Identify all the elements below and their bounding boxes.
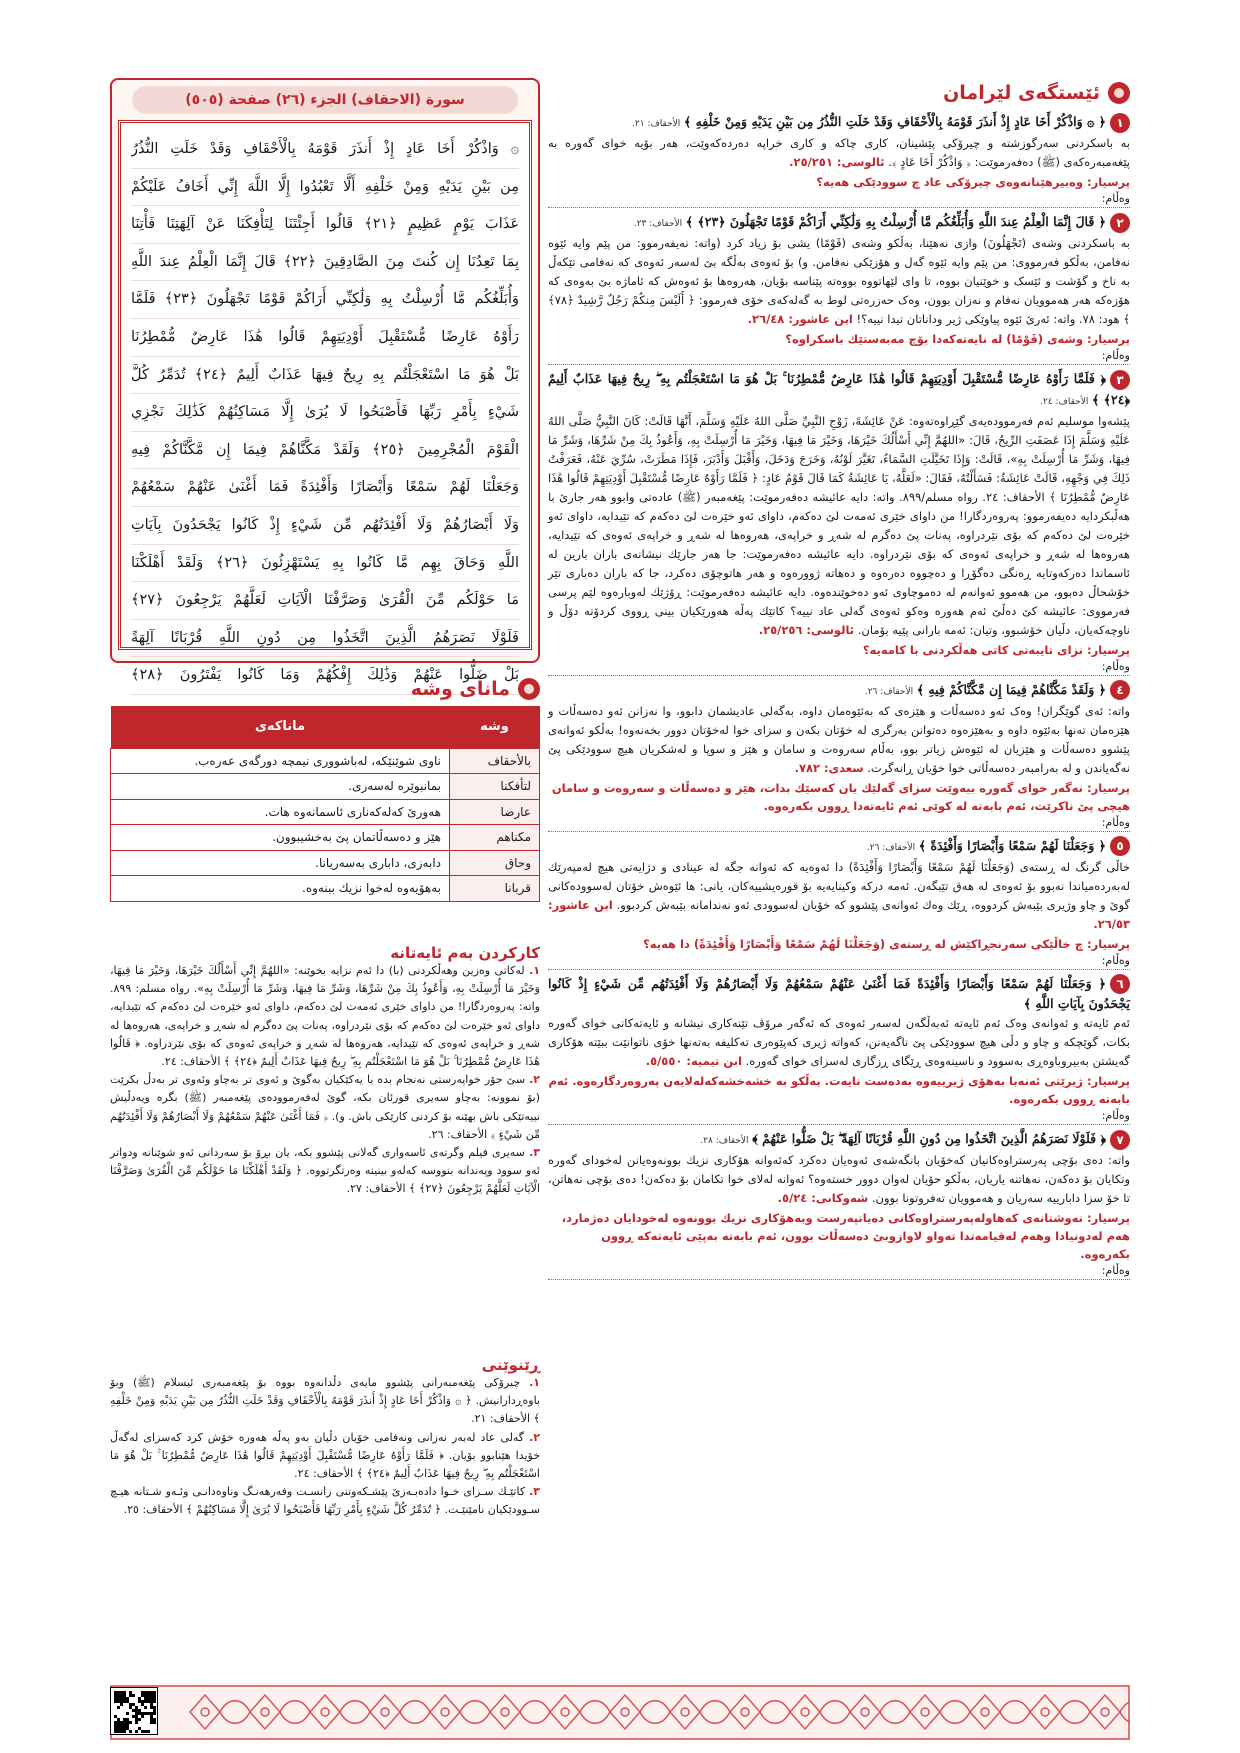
guidance-title: ڕێنوێنی [481, 1356, 540, 1374]
answer-line[interactable]: وەڵام: [548, 953, 1130, 970]
list-item [110, 962, 540, 1071]
item-text: ئەم ئایەتە و ئەوانەی وەک ئەم ئایەتە ئەبەڵگەن لەسەر ئەوەی کە ئەگەر مرۆڤ تێنەکاری نیشانە و ئایەتەکانی خوای گەورە بکات، گوێچکە و چاو و دڵی هیچ سوودێکی پێ ناگەیەنن، کەواتە ژیری کەپێوەری تەکلیفە بەتەنها خۆی ناتوانێت ببێتە هۆکاری گەیشتن بەبیروباوەڕی بەسوود و ناسینەوەی ڕێگای ڕزگاری لەسزای خوای گەورە. [548, 1016, 1130, 1068]
verse-quote: ﴿ وَجَعَلْنَا لَهُمْ سَمْعًا وَأَبْصَارًا وَأَفْئِدَةً فَمَا أَغْنَىٰ عَنْهُمْ سَمْعُهُمْ وَلَا أَبْصَارُهُمْ وَلَا أَفْئِدَتُهُم مِّن شَيْءٍ إِذْ كَانُوا يَجْحَدُونَ بِآيَاتِ اللَّهِ ﴾ [548, 975, 1130, 1011]
source-citation: شەوکانی: ٥/٢٤. [777, 1191, 869, 1205]
commentary-item [548, 369, 1130, 640]
list-number: ١. [529, 964, 540, 977]
footer-ornament [110, 1685, 1130, 1740]
guidance-list [110, 1374, 540, 1520]
item-number-badge: ٥ [1110, 836, 1130, 856]
commentary-item [548, 1129, 1130, 1208]
question: پرسیار: چ خاڵێکی سەرنجڕاکێش لە ڕستەی (وَجَعَلْنَا لَهُمْ سَمْعًا وَأَبْصَارًا وَأَفْئِدَةً) دا هەیە؟ [643, 936, 1130, 951]
meaning-cell: بمانبوێرە لەسەری. [111, 774, 450, 800]
verse-quote: ﴿ فَلَمَّا رَأَوْهُ عَارِضًا مُّسْتَقْبِلَ أَوْدِيَتِهِمْ قَالُوا هَٰذَا عَارِضٌ مُّمْطِرُنَا ۚ بَلْ هُوَ مَا اسْتَعْجَلْتُم بِهِ ۖ رِيحٌ فِيهَا عَذَابٌ أَلِيمٌ ﴿٢٤﴾ ﴾ [548, 371, 1130, 407]
quran-line: وَأُبَلِّغُكُم مَّا أُرْسِلْتُ بِهِ وَلَٰكِنِّي أَرَاكُمْ قَوْمًا تَجْهَلُونَ ﴿٢٣﴾ فَلَمَّا [131, 281, 519, 319]
list-number: ٢. [529, 1073, 540, 1087]
table-row [111, 748, 540, 774]
meaning-cell: بەهۆیەوە لەخوا نزیك ببنەوە. [111, 876, 450, 902]
commentary-column [548, 78, 1130, 1673]
verse-reference: الأحقاف: ٢٨. [700, 1136, 749, 1146]
item-text: بە باسکردنی وشەی (تَجْهَلُونَ) وازی نەهێنا، بەڵکو وشەی (قَوْمًا) یشی بۆ زیاد کرد (واتە: نەیفەرموو: من پێم وایە ئێوە نەفامن، بەڵکو فەرمووی: من پێم وایە ئێوە گەل و هۆزێکی نەفامن. و) بۆ ئەوەی بەڵگە بێ لەسەر ئەوەی کە نەفامی تێکەڵ بە ناخ و گۆشت و ئێسک و خوێنیان بووە، تا وای لێهاتووە بووەتە پێناسە بۆیان، هەروەها بۆ ئەوەش کە ئاماژە بێ بەوەی کە هۆزەکە هەر هەموویان نەفام و نەزان بوون، وەک حەزرەتی لوط بە گەلەکەی خۆی فەرموو: ﴿ أَلَيْسَ مِنكُمْ رَجُلٌ رَّشِيدٌ ﴿٧٨﴾ ﴾ هود: ٧٨. واتە: ئەرێ ئێوە پیاوێکی ژیر وداناتان تیدا نییە؟! [548, 236, 1130, 326]
quran-line: بَلْ ضَلُّوا عَنْهُمْ وَذَٰلِكَ إِفْكُهُمْ وَمَا كَانُوا يَفْتَرُونَ ﴿٢٨﴾ [131, 657, 519, 695]
col-word: وشە [450, 706, 540, 748]
list-number: ٣. [529, 1485, 540, 1499]
source-citation: ئالوسی: ٢٥/٢٥١. [789, 155, 885, 169]
quran-line: مَا حَوْلَكُم مِّنَ الْقُرَىٰ وَصَرَّفْنَا الْآيَاتِ لَعَلَّهُمْ يَرْجِعُونَ ﴿٢٧﴾ [131, 582, 519, 620]
word-cell: قربانا [450, 876, 540, 902]
answer-line[interactable]: وەڵام: [548, 1108, 1130, 1125]
table-row [111, 774, 540, 800]
source-citation: ابن عاشور: ٢٦/٤٨. [747, 312, 853, 326]
question: پرسیار: وشەی (قَوْمًا) لە نایەتەکەدا بۆچ مەبەستێك باسکراوە؟ [785, 332, 1130, 346]
table-header [111, 706, 540, 748]
question: پرسیار: نەوشتانەی کەهاولەپەرستراوەکانی دەیانپەرست وبەهۆکاری نزیك بوونەوە لەخودایان دەژمارد، هەم لەدونیادا وهەم لەقیامەتدا تەواو لاوازوبێ دەسەڵات بوون، ئەم بابەتە بەپێی ئایەتەکە ڕوون بکەرەوە. [561, 1211, 1130, 1261]
verse-reference: الأحقاف: ٢٤. [1040, 396, 1089, 407]
list-text: سێ جۆر خواپەرستی نەنجام بدە با یەکێکیان بەگوێ و ئەوی تر بەچاو وئەوی تر بەدڵ بکرێت (بۆ نموونە: بەچاو سەیری قورئان بکە، گوێ لەفەرموودەی پێغەمبەر (ﷺ) بگرە ویەدڵیش نییەتێکی باش بهێنە بۆ کردنی کارێکی باش. و). ﴿ فَمَا أَغْنَىٰ عَنْهُمْ سَمْعُهُمْ وَلَا أَبْصَارُهُمْ وَلَا أَفْئِدَتُهُم مِّن شَيْءٍ ﴾ الأحقاف: ٢٦. [110, 1073, 540, 1141]
flower-icon [518, 678, 540, 700]
quran-line: شَيْءٍ بِأَمْرِ رَبِّهَا فَأَصْبَحُوا لَا يُرَىٰ إِلَّا مَسَاكِنُهُمْ كَذَٰلِكَ نَجْزِي [131, 394, 519, 432]
table-row [111, 825, 540, 851]
word-cell: عارضا [450, 799, 540, 825]
table-row [111, 876, 540, 902]
list-text: گەلی عاد لەبەر نەزانی ونەفامی خۆیان دڵیان بەو پەڵە هەورە خۆش کرد کەسزای لەگەڵ خۆیدا هێنابوو بۆیان. ﴿ فَلَمَّا رَأَوْهُ عَارِضًا مُّسْتَقْبِلَ أَوْدِيَتِهِمْ قَالُوا هَٰذَا عَارِضٌ مُّمْطِرُنَا ۚ بَلْ هُوَ مَا اسْتَعْجَلْتُم بِهِ ۖ رِيحٌ فِيهَا عَذَابٌ أَلِيمٌ ﴿٢٤﴾ ﴾ الأحقاف: ٢٤. [110, 1430, 540, 1481]
commentary-item [548, 112, 1130, 172]
answer-line[interactable]: وەڵام: [548, 348, 1130, 365]
action-list [110, 962, 540, 1199]
item-text: بە باسکردنی سەرگوزشتە و چیرۆکی پێشینان، کاری چاکە و کاری خراپە دەردەکەوێت، هەر بۆیە خوای گەورە بە پێغەمبەرەکەی (ﷺ) دەفەرموێت: ﴿ وَاذْكُرْ أَخَا عَادٍ ﴾. [548, 136, 1130, 169]
sura-title: سورة (الاحقاف) الجزء (٢٦) صفحة (٥٠٥) [132, 86, 518, 114]
list-text: کاتێـك سـزای خـوا دادەبـەزێ پێشـکەوتنی زانسـت وفەرهەنـگ وناوەدانـی وئـەو شـتانە هیـچ سـوودێکیان نامێنێـت. ﴿ تُدَمِّرُ كُلَّ شَيْءٍ بِأَمْرِ رَبِّهَا فَأَصْبَحُوا لَا يُرَىٰ إِلَّا مَسَاكِنُهُمْ ﴾ الأحقاف: ٢٥. [110, 1485, 540, 1517]
list-number: ١. [529, 1376, 540, 1389]
commentary-item [548, 836, 1130, 934]
quran-line: بَلْ هُوَ مَا اسْتَعْجَلْتُم بِهِ رِيحٌ فِيهَا عَذَابٌ أَلِيمٌ ﴿٢٤﴾ تُدَمِّرُ كُلَّ [131, 357, 519, 395]
commentary-item [548, 680, 1130, 778]
list-item [110, 1071, 540, 1144]
meaning-cell: دابەزی، دابارى بەسەریانا. [111, 850, 450, 876]
action-block [110, 940, 540, 1199]
verse-reference: الأحقاف: ٢١. [632, 119, 681, 129]
table-row [111, 850, 540, 876]
meaning-cell: ناوی شوێنێکە، لەباشووری نیمچە دورگەی عەرەب. [111, 748, 450, 774]
quran-line: رَأَوْهُ عَارِضًا مُّسْتَقْبِلَ أَوْدِيَتِهِمْ قَالُوا هَٰذَا عَارِضٌ مُّمْطِرُنَا [131, 319, 519, 357]
quran-line: عَذَابَ يَوْمٍ عَظِيمٍ ﴿٢١﴾ قَالُوا أَجِئْتَنَا لِتَأْفِكَنَا عَنْ آلِهَتِنَا فَأْتِنَا [131, 206, 519, 244]
quran-page-frame [110, 78, 540, 684]
item-text: پێشەوا موسلیم ئەم فەرموودەیەی گێڕاوەتەوە: عَنْ عَائِشَةَ، زَوْجِ النَّبِيِّ صَلَّى اللهُ عَلَيْهِ وَسَلَّمَ، أَنَّهَا قَالَتْ: كَانَ النَّبِيُّ صَلَّى اللهُ عَلَيْهِ وَسَلَّمَ إِذَا عَصَفَتِ الرِّيحُ، قَالَ: «اللهُمَّ إِنِّي أَسْأَلُكَ خَيْرَهَا، وَخَيْرَ مَا فِيهَا، وَخَيْرَ مَا أُرْسِلَتْ بِهِ، وَأَعُوذُ بِكَ مِنْ شَرِّهَا، وَشَرِّ مَا فِيهَا، وَشَرِّ مَا أُرْسِلَتْ بِهِ»، قَالَتْ: وَإِذَا تَخَيَّلَتِ السَّمَاءُ، تَغَيَّرَ لَوْنُهُ، وَخَرَجَ وَدَخَلَ، وَأَقْبَلَ وَأَدْبَرَ، فَإِذَا مَطَرَتْ، سُرِّيَ عَنْهُ، فَعَرَفْتُ ذَلِكَ فِي وَجْهِهِ، قَالَتْ عَائِشَةُ: فَسَأَلْتُهُ، فَقَالَ: «لَعَلَّهُ، يَا عَائِشَةُ كَمَا قَالَ قَوْمُ عَادٍ: ﴿ فَلَمَّا رَأَوْهُ عَارِضًا مُّسْتَقْبِلَ أَوْدِيَتِهِمْ قَالُوا هَٰذَا عَارِضٌ مُّمْطِرُنَا ﴾ الأحقاف: ٢٤. رواه مسلم/٨٩٩. واتە: دایە عائیشە دەفەرموێت: پێغەمبەر (ﷺ) عادەتی وابوو هەر جارێ با هەڵبکردایە دەیفەرموو: پەروەردگارا! من داوای خێری ئەمەت لێ دەکەم، داوای ئەو خێرەت لێ دەکەم کە تێیدایە، داوای ئەو خێرەت لێ دەکەم کە بۆی نێردراوە، پەنات پێ دەگرم لە شەڕ و خراپەی، هەروەها لە شەڕ و خراپەی ئەوەی کە تێیدایە، هەروەها لە شەڕ و خراپەی ئەوەی کە بۆی نێردراوە. دایە عائیشە دەفەرموێت: جا هەر جارێك نیشانەی باران بارین لە ئاسماندا دەرکەوتایە ڕەنگی دەگۆڕا و دەچووە دەرەوە و دەهاتە ژوورەوە و هەر هاتوچۆی دەکرد، جا کە باران دەباری تێر خۆشحاڵ دەبوو، من هەموو ئەوانەم لە دەموچاوی ئەو دەخوێندەوە. دایە عائیشە دەفەرموێت: ڕۆژێك لەوبارەوە لێم پرسی فەرمووی: عائیشە کێ دەڵێ ئەم هەورە وەکو ئەوەی گەلی عاد نییە؟ کاتێك پەڵە هەورێکیان بینی ڕووی کردۆتە دۆڵ و ناوچەکەیان، دڵیان خۆشبوو، وتیان: ئەمە بارانی پێیە بۆمان. [548, 413, 1130, 637]
verse-quote: ﴿ ۞ وَاذْكُرْ أَخَا عَادٍ إِذْ أَنذَرَ قَوْمَهُ بِالْأَحْقَافِ وَقَدْ خَلَتِ النُّذُرُ مِن بَيْنِ يَدَيْهِ وَمِنْ خَلْفِهِ ﴾ [683, 114, 1106, 129]
answer-line[interactable]: وەڵام: [548, 815, 1130, 832]
page [110, 78, 1130, 1678]
source-citation: ئالوسی: ٢٥/٢٥٦. [758, 622, 855, 637]
qr-code[interactable] [110, 1687, 158, 1735]
item-number-badge: ٤ [1110, 680, 1130, 700]
meaning-cell: هێز و دەسەڵاتمان پێ بەخشیبوون. [111, 825, 450, 851]
list-item [110, 1483, 540, 1519]
source-citation: ابن عاشور: ٢٦/٥٣. [548, 897, 1130, 931]
item-text: خاڵی گرنگ لە ڕستەی (وَجَعَلْنَا لَهُمْ سَمْعًا وَأَبْصَارًا وَأَفْئِدَةً) دا ئەوەیە کە ئەوانە جگە لە عینادی و دژایەتی هیچ لەمپەرێك لەبەردەمیاندا نەبوو بۆ ئەوەی لە هەق تێبگەن. ئەمە درکە وکینایەیە بۆ قورەیشییەکان، یانی: ها ئێوەش خۆتان لەسوودەکانی گوێ و چاو وژیری بێبەش کردووە، ڕێك وەك ئەوانەی پێشوو کە خۆیان لەسوودی ئەو نەندامانە بێبەش کردبوو. [548, 859, 1130, 912]
verse-quote: ﴿ وَلَقَدْ مَكَّنَّاهُمْ فِيمَا إِن مَّكَّنَّاكُمْ فِيهِ ﴾ [916, 681, 1106, 697]
word-cell: بالأحقاف [450, 748, 540, 774]
list-item [110, 1374, 540, 1429]
answer-line[interactable]: وەڵام: [548, 1263, 1130, 1280]
quran-line: فَلَوْلَا نَصَرَهُمُ الَّذِينَ اتَّخَذُوا مِن دُونِ اللَّهِ قُرْبَانًا آلِهَةً [131, 620, 519, 658]
item-number-badge: ٧ [1110, 1130, 1130, 1150]
themes-header [548, 78, 1130, 108]
commentary-item [548, 212, 1130, 329]
answer-line[interactable]: وەڵام: [548, 659, 1130, 676]
verse-quote: ﴿ وَجَعَلْنَا لَهُمْ سَمْعًا وَأَبْصَارًا وَأَفْئِدَةً ﴾ [918, 837, 1106, 853]
item-number-badge: ٣ [1110, 370, 1130, 390]
section-title: ماناى وشە [410, 678, 510, 700]
meaning-cell: هەورێ کەلەکەناری ئاسمانەوە هات. [111, 799, 450, 825]
quran-line: اللَّهِ وَحَاقَ بِهِم مَّا كَانُوا بِهِ يَسْتَهْزِئُونَ ﴿٢٦﴾ وَلَقَدْ أَهْلَكْنَا [131, 545, 519, 583]
question: پرسیار: نەگەر خوای گەورە بیەوێت سزای گەلێك یان کەسێك بدات، هێز و دەسەڵات و سەروەت و سامان هیچی پێ ناکرێت، ئەم بابەتە لە کوێی ئەم ئایەتەدا ڕوون بکەرەوە. [551, 780, 1130, 813]
quran-line: بِمَا تَعِدُنَا إِن كُنتَ مِنَ الصَّادِقِينَ ﴿٢٢﴾ قَالَ إِنَّمَا الْعِلْمُ عِندَ اللَّهِ [131, 244, 519, 282]
flower-icon [1108, 82, 1130, 104]
list-text: سەیری فیلم وگرتەی ئاسەواری گەلانی پێشوو بکە، یان بڕۆ بۆ سەردانی ئەو شوێنانە ودواتر ئەو سوود وپەندانە بنووسە کەلەو بینینە وەرتگرتووە. ﴿ وَلَقَدْ أَهْلَكْنَا مَا حَوْلَكُم مِّنَ الْقُرَىٰ وَصَرَّفْنَا الْآيَاتِ لَعَلَّهُمْ يَرْجِعُونَ ﴿٢٧﴾ ﴾ الأحقاف: ٢٧. [110, 1146, 540, 1196]
word-cell: وحاق [450, 850, 540, 876]
meanings-header [110, 674, 540, 704]
guidance-block [110, 1352, 540, 1520]
words-table [110, 706, 540, 902]
item-number-badge: ٦ [1110, 974, 1130, 994]
question: پرسیار: وەبیرهێنانەوەی چیرۆکی عاد چ سوودێکی هەیە؟ [816, 175, 1130, 189]
left-column [110, 78, 540, 1673]
quran-line: وَلَا أَبْصَارُهُمْ وَلَا أَفْئِدَتُهُم مِّن شَيْءٍ إِذْ كَانُوا يَجْحَدُونَ بِآيَاتِ [131, 507, 519, 545]
answer-line[interactable]: وەڵام: [548, 191, 1130, 208]
quran-line: وَجَعَلْنَا لَهُمْ سَمْعًا وَأَبْصَارًا وَأَفْئِدَةً فَمَا أَغْنَىٰ عَنْهُمْ سَمْعُهُمْ [131, 469, 519, 507]
word-cell: لتأفكنا [450, 774, 540, 800]
item-text: واتە: دەی بۆچی پەرستراوەکانیان کەخۆیان بانگەشەی ئەوەیان دەکرد کەئەوانە هۆکاری نزیك بوونەوەیانن لەخودای گەورە وتکایان بۆ دەکەن، نەهاتنە یاریان، بەڵکو حۆیان لەوان دوور خستەوە؟ ئەوانە لەلای خوا تکامان بۆ دەکەن! دەی بۆچی نەهاتن، تا خۆ سزا دابارییە سەریان و هەموویان تەفروتونا بوون. [548, 1153, 1130, 1205]
source-citation: ابن تیمیە: ٥/٥٥٠. [645, 1054, 742, 1068]
commentary-item [548, 974, 1130, 1072]
verse-quote: ﴿ فَلَوْلَا نَصَرَهُمُ الَّذِينَ اتَّخَذُوا مِن دُونِ اللَّهِ قُرْبَانًا آلِهَةً ۖ بَلْ ضَلُّوا عَنْهُمْ ﴾ [752, 1131, 1106, 1146]
question: پرسیار: نزای تایبەتی کاتی هەڵکردنی با کامەیە؟ [862, 642, 1130, 657]
col-meaning: ماناکەی [111, 706, 450, 748]
list-number: ٢. [529, 1430, 541, 1444]
verse-reference: الأحقاف: ٢٦. [864, 686, 914, 697]
verse-quote: ﴿ قَالَ إِنَّمَا الْعِلْمُ عِندَ اللَّهِ وَأُبَلِّغُكُم مَّا أُرْسِلْتُ بِهِ وَلَٰكِنِّي أَرَاكُمْ قَوْمًا تَجْهَلُونَ ﴿٢٣﴾ ﴾ [685, 214, 1106, 229]
list-item [110, 1144, 540, 1199]
section-title: ئێستگەی لێرامان [943, 82, 1100, 104]
item-text: واتە: ئەی گوێگران! وەک ئەو دەسەڵات و هێزەی کە بەئێوەمان داوە، بەگەلی عادیشمان دابوو، وا نەزانن ئەو دەسەڵات و هێزەمان تەنها بەئێوە داوە و بەهێزەوە دەتوانن بەرگری لە خۆتان بکەن و سزای خوا لەخۆتان دوور بخەنەوە! بەڵکو ئەوانەی پێشوو دەسەڵات و هێزیان لە ئێوەش زیاتر بوو، بەڵام سەروەت و سامان و هێز و سوپا و لەشکریان هیچ سوودێکی پێ نەگەیاندن و لە بەرامبەر دەسەڵاتی خوا خۆیان ڕانەگرت. [548, 703, 1130, 775]
ornament-pattern [110, 1685, 1130, 1740]
action-title: کارکردن بەم ئایەتانە [390, 944, 540, 962]
list-number: ٣. [529, 1146, 540, 1160]
quran-line: ۞ وَاذْكُرْ أَخَا عَادٍ إِذْ أَنذَرَ قَوْمَهُ بِالْأَحْقَافِ وَقَدْ خَلَتِ النُّذُرُ [131, 131, 519, 169]
verse-reference: الأحقاف: ٢٦. [866, 842, 916, 853]
word-cell: مكناهم [450, 825, 540, 851]
list-text: چیرۆکی پێغەمبەرانی پێشوو مایەی دڵدانەوە بووە بۆ پێغەمبەری ئیسلام (ﷺ) وبۆ باوەڕدارانیش. ﴿ ۞ وَاذْكُرْ أَخَا عَادٍ إِذْ أَنذَرَ قَوْمَهُ بِالْأَحْقَافِ وَقَدْ خَلَتِ النُّذُرُ مِن بَيْنِ يَدَيْهِ وَمِنْ خَلْفِهِ ﴾ الأحقاف: ٢١. [110, 1376, 540, 1426]
quran-text [118, 120, 532, 684]
quran-line: الْقَوْمَ الْمُجْرِمِينَ ﴿٢٥﴾ وَلَقَدْ مَكَّنَّاهُمْ فِيمَا إِن مَّكَّنَّاكُمْ فِيهِ [131, 432, 519, 470]
list-text: لەکاتی وەزین وهەڵکردنی (با) دا ئەم نزایە بخوێنە: «اللهُمَّ إِنِّي أَسْأَلُكَ خَيْرَهَا، وَخَيْرَ مَا فِيهَا، وَخَيْرَ مَا أُرْسِلَتْ بِهِ، وَأَعُوذُ بِكَ مِنْ شَرِّهَا، وَشَرِّ مَا فِيهَا، وَشَرِّ مَا أُرْسِلَتْ بِهِ». رواه مسلم: ٨٩٩. واتە: پەروەردگارا! من داوای خێری ئەمەت لێ دەکەم، داوای ئەو خێرەت لێ دەکەم کە تێیدایە، داوای ئەو خێرەت لێ دەکەم کە بۆی نێردراوە، پەنات پێ دەگرم لە شەڕ و خراپەی، هەروەها لە شەڕ و خراپەی ئەوەی کە تێیدایە، هەروەها لە شەڕ و خراپەی ئەوەی کە بۆی نێردراوە. ﴿ قَالُوا هَٰذَا عَارِضٌ مُّمْطِرُنَا ۚ بَلْ هُوَ مَا اسْتَعْجَلْتُم بِهِ ۖ رِيحٌ فِيهَا عَذَابٌ أَلِيمٌ ﴿٢٤﴾ ﴾ الأحقاف: ٢٤. [110, 964, 540, 1069]
quran-line: مِن بَيْنِ يَدَيْهِ وَمِنْ خَلْفِهِ أَلَّا تَعْبُدُوا إِلَّا اللَّهَ إِنِّي أَخَافُ عَلَيْكُمْ [131, 169, 519, 207]
question: پرسیار: ژیرێتی ئەنەبا بەهۆی ژیرییەوە بەدەست نایەت. بەڵکو بە خشەخشەکەلەلایەن پەروەردگارەوە. ئەم بابەتە ڕوون بکەرەوە. [548, 1074, 1130, 1106]
list-item [110, 1429, 540, 1484]
commentary-items [548, 112, 1130, 1280]
item-number-badge: ١ [1110, 113, 1130, 133]
table-row [111, 799, 540, 825]
verse-reference: الأحقاف: ٢٣. [633, 219, 683, 229]
item-number-badge: ٢ [1110, 213, 1130, 233]
source-citation: سعدی: ٧٨٢. [794, 760, 864, 775]
